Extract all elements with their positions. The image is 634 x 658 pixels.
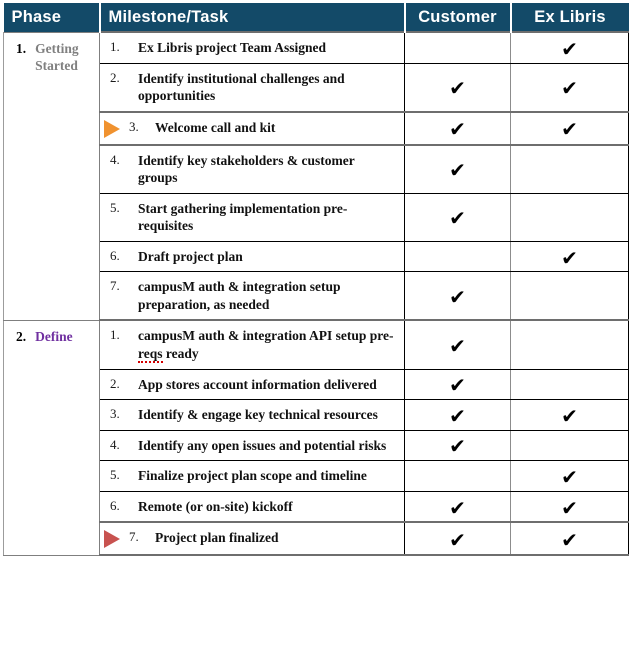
ex-libris-check-cell [511, 491, 629, 522]
ex-libris-check-cell [511, 241, 629, 272]
header-row [4, 3, 629, 32]
customer-check-cell [405, 32, 511, 63]
task-number: 7. [129, 529, 139, 545]
checkmark-icon: ✔ [561, 403, 578, 428]
ex-libris-check-cell [511, 430, 629, 461]
triangle-marker-red-icon [104, 529, 129, 548]
phase-cell-2 [4, 320, 100, 555]
task-cell [100, 145, 405, 194]
task-label: Identify any open issues and potential risks [138, 437, 387, 453]
task-number: 1. [110, 39, 120, 54]
checkmark-icon: ✔ [449, 527, 466, 552]
customer-check-cell [405, 491, 511, 522]
task-cell [100, 241, 405, 272]
table-body [4, 32, 629, 555]
checkmark-icon: ✔ [449, 373, 466, 398]
customer-check-cell [405, 522, 511, 555]
task-label: Remote (or on-site) kickoff [138, 498, 293, 514]
phase-number: 2. [16, 328, 27, 344]
phase-name: Define [35, 328, 73, 344]
task-label: Identify institutional challenges and opportunities [138, 70, 345, 104]
task-cell [100, 63, 405, 112]
task-label: Identify & engage key technical resources [138, 407, 378, 423]
task-number: 4. [110, 151, 120, 167]
checkmark-icon: ✔ [449, 117, 466, 142]
task-number: 5. [110, 467, 120, 483]
task-number: 1. [110, 327, 120, 343]
table-header [4, 3, 629, 32]
task-cell [100, 400, 405, 431]
ex-libris-check-cell [511, 320, 629, 369]
customer-check-cell [405, 112, 511, 145]
triangle-marker-orange-icon [104, 119, 129, 138]
customer-check-cell [405, 145, 511, 194]
phase-number: 1. [16, 40, 27, 56]
ex-libris-check-cell [511, 461, 629, 492]
ex-libris-check-cell [511, 400, 629, 431]
customer-check-cell [405, 63, 511, 112]
task-cell [100, 461, 405, 492]
task-cell [100, 369, 405, 400]
ex-libris-check-cell [511, 112, 629, 145]
checkmark-icon: ✔ [449, 76, 466, 101]
task-number: 3. [129, 118, 139, 134]
table-row [4, 32, 629, 63]
task-label: Finalize project plan scope and timeline [138, 468, 367, 484]
project-milestone-table [3, 3, 629, 556]
phase-name: Getting Started [35, 40, 79, 73]
task-cell [100, 112, 405, 145]
task-cell [100, 272, 405, 321]
spellcheck-underline: reqs [138, 346, 163, 362]
task-number: 5. [110, 199, 120, 215]
task-number: 6. [110, 247, 120, 263]
checkmark-icon: ✔ [449, 403, 466, 428]
task-cell [100, 430, 405, 461]
ex-libris-check-cell [511, 193, 629, 241]
task-label: App stores account information delivered [138, 376, 377, 392]
task-cell [100, 491, 405, 522]
ex-libris-check-cell [511, 63, 629, 112]
customer-check-cell [405, 272, 511, 321]
checkmark-icon: ✔ [561, 36, 578, 61]
task-label: Draft project plan [138, 248, 243, 264]
task-label: campusM auth & integration API setup pre-reqs ready [138, 328, 394, 362]
task-cell [100, 193, 405, 241]
task-cell [100, 522, 405, 555]
checkmark-icon: ✔ [449, 206, 466, 231]
column-header-customer: Customer [405, 3, 511, 32]
ex-libris-check-cell [511, 369, 629, 400]
customer-check-cell [405, 241, 511, 272]
customer-check-cell [405, 430, 511, 461]
task-number: 6. [110, 497, 120, 513]
customer-check-cell [405, 461, 511, 492]
checkmark-icon: ✔ [561, 245, 578, 270]
checkmark-icon: ✔ [449, 284, 466, 309]
customer-check-cell [405, 400, 511, 431]
task-label: Project plan finalized [155, 530, 279, 546]
task-label: Ex Libris project Team Assigned [138, 40, 327, 55]
task-number: 4. [110, 436, 120, 452]
task-cell [100, 320, 405, 369]
task-cell [100, 32, 405, 63]
checkmark-icon: ✔ [561, 495, 578, 520]
checkmark-icon: ✔ [449, 495, 466, 520]
task-number: 3. [110, 406, 120, 422]
phase-cell-1 [4, 32, 100, 320]
checkmark-icon: ✔ [449, 334, 466, 359]
checkmark-icon: ✔ [561, 117, 578, 142]
task-label: Start gathering implementation pre-requisites [138, 200, 348, 234]
ex-libris-check-cell [511, 522, 629, 555]
task-label: Welcome call and kit [155, 119, 276, 135]
checkmark-icon: ✔ [449, 158, 466, 183]
customer-check-cell [405, 320, 511, 369]
ex-libris-check-cell [511, 32, 629, 63]
task-number: 2. [110, 69, 120, 85]
task-label: Identify key stakeholders & customer groups [138, 152, 355, 186]
checkmark-icon: ✔ [561, 527, 578, 552]
column-header-ex-libris: Ex Libris [511, 3, 629, 32]
checkmark-icon: ✔ [561, 76, 578, 101]
column-header-phase: Phase [4, 3, 100, 32]
customer-check-cell [405, 369, 511, 400]
task-number: 2. [110, 375, 120, 391]
customer-check-cell [405, 193, 511, 241]
checkmark-icon: ✔ [561, 464, 578, 489]
ex-libris-check-cell [511, 145, 629, 194]
task-label: campusM auth & integration setup preparation, as needed [138, 279, 341, 312]
ex-libris-check-cell [511, 272, 629, 321]
column-header-task: Milestone/Task [100, 3, 405, 32]
task-number: 7. [110, 278, 120, 294]
checkmark-icon: ✔ [449, 434, 466, 459]
table-row [4, 320, 629, 369]
